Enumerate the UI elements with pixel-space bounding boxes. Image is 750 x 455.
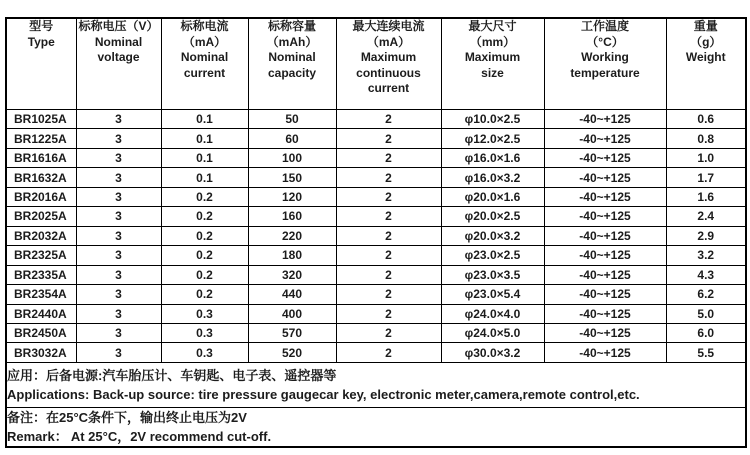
col-header-working-temperature: [544, 18, 666, 110]
cell-type: BR3032A: [6, 343, 76, 363]
cell-nominal-current: 0.3: [161, 323, 248, 342]
header-zh: 重量: [693, 19, 718, 33]
cell-weight: 4.3: [666, 265, 746, 284]
header-zh: 最大尺寸: [468, 19, 517, 33]
cell-working-temperature: -40~+125: [544, 187, 666, 206]
cell-nominal-voltage: 3: [76, 187, 161, 206]
cell-type: BR1616A: [6, 148, 76, 167]
remark-note-zh: 备注：在25°C条件下，输出终止电压为2V: [7, 410, 247, 425]
header-en: temperature: [570, 65, 640, 80]
cell-weight: 2.4: [666, 207, 746, 226]
header-unit: （°C）: [586, 34, 624, 49]
cell-nominal-current: 0.1: [161, 110, 248, 129]
cell-max-size: φ30.0×3.2: [441, 343, 544, 363]
header-en: Weight: [685, 50, 726, 64]
cell-weight: 5.0: [666, 304, 746, 323]
application-note-row: [6, 363, 746, 408]
table-row: [6, 285, 746, 304]
cell-nominal-voltage: 3: [76, 168, 161, 187]
cell-max-size: φ23.0×5.4: [441, 285, 544, 304]
cell-max-continuous-current: 2: [336, 304, 441, 323]
cell-type: BR2354A: [6, 285, 76, 304]
cell-max-continuous-current: 2: [336, 285, 441, 304]
cell-nominal-voltage: 3: [76, 265, 161, 284]
cell-weight: 1.6: [666, 187, 746, 206]
table-row: [6, 207, 746, 226]
cell-nominal-voltage: 3: [76, 285, 161, 304]
cell-nominal-capacity: 60: [248, 129, 336, 148]
cell-nominal-capacity: 570: [248, 323, 336, 342]
cell-nominal-capacity: 100: [248, 148, 336, 167]
cell-nominal-capacity: 440: [248, 285, 336, 304]
cell-working-temperature: -40~+125: [544, 323, 666, 342]
header-unit: （mA）: [182, 34, 227, 49]
cell-max-continuous-current: 2: [336, 265, 441, 284]
col-header-type: [6, 18, 76, 110]
cell-nominal-capacity: 160: [248, 207, 336, 226]
cell-type: BR1025A: [6, 110, 76, 129]
header-en: Nominal: [268, 50, 316, 64]
header-zh: 标称电压（V）: [78, 19, 159, 33]
cell-nominal-capacity: 400: [248, 304, 336, 323]
cell-nominal-voltage: 3: [76, 226, 161, 245]
header-en: Nominal: [94, 34, 143, 49]
cell-max-continuous-current: 2: [336, 343, 441, 363]
header-en: capacity: [267, 65, 317, 80]
cell-nominal-capacity: 150: [248, 168, 336, 187]
cell-weight: 1.7: [666, 168, 746, 187]
header-unit: （mA）: [366, 34, 411, 49]
cell-nominal-current: 0.3: [161, 304, 248, 323]
remark-note-row: [6, 408, 746, 448]
cell-nominal-voltage: 3: [76, 129, 161, 148]
cell-weight: 1.0: [666, 148, 746, 167]
cell-nominal-voltage: 3: [76, 110, 161, 129]
col-header-nominal-voltage: [76, 18, 161, 110]
cell-weight: 0.6: [666, 110, 746, 129]
cell-type: BR1632A: [6, 168, 76, 187]
cell-weight: 0.8: [666, 129, 746, 148]
header-en: current: [367, 81, 410, 95]
cell-nominal-current: 0.2: [161, 187, 248, 206]
cell-nominal-capacity: 520: [248, 343, 336, 363]
table-row: [6, 343, 746, 363]
header-zh: 最大连续电流: [352, 19, 425, 33]
cell-nominal-capacity: 120: [248, 187, 336, 206]
header-en: size: [481, 65, 504, 80]
table-row: [6, 148, 746, 167]
header-zh: 标称容量: [267, 19, 316, 33]
cell-type: BR2032A: [6, 226, 76, 245]
battery-spec-table: [5, 17, 747, 448]
cell-weight: 6.2: [666, 285, 746, 304]
cell-max-size: φ24.0×5.0: [441, 323, 544, 342]
col-header-nominal-current: [161, 18, 248, 110]
cell-max-continuous-current: 2: [336, 226, 441, 245]
cell-nominal-voltage: 3: [76, 323, 161, 342]
cell-nominal-voltage: 3: [76, 207, 161, 226]
cell-max-size: φ16.0×1.6: [441, 148, 544, 167]
cell-type: BR2325A: [6, 246, 76, 265]
header-zh: 工作温度: [580, 19, 629, 33]
cell-nominal-capacity: 180: [248, 246, 336, 265]
application-note-en: Applications: Back-up source: tire pressure gaugecar key, electronic meter,camera,remote control,etc.: [7, 387, 640, 402]
cell-working-temperature: -40~+125: [544, 265, 666, 284]
cell-max-continuous-current: 2: [336, 110, 441, 129]
cell-working-temperature: -40~+125: [544, 246, 666, 265]
cell-weight: 3.2: [666, 246, 746, 265]
cell-max-continuous-current: 2: [336, 323, 441, 342]
cell-nominal-voltage: 3: [76, 304, 161, 323]
cell-nominal-current: 0.2: [161, 207, 248, 226]
cell-working-temperature: -40~+125: [544, 168, 666, 187]
col-header-nominal-capacity: [248, 18, 336, 110]
cell-working-temperature: -40~+125: [544, 148, 666, 167]
cell-max-size: φ23.0×3.5: [441, 265, 544, 284]
cell-nominal-current: 0.2: [161, 246, 248, 265]
cell-max-continuous-current: 2: [336, 148, 441, 167]
cell-max-size: φ20.0×3.2: [441, 226, 544, 245]
cell-nominal-capacity: 320: [248, 265, 336, 284]
cell-max-continuous-current: 2: [336, 246, 441, 265]
header-en: current: [183, 65, 226, 80]
cell-max-continuous-current: 2: [336, 187, 441, 206]
cell-nominal-current: 0.1: [161, 129, 248, 148]
table-row: [6, 226, 746, 245]
header-en: Maximum: [464, 50, 521, 64]
cell-max-size: φ24.0×4.0: [441, 304, 544, 323]
col-header-weight: [666, 18, 746, 110]
table-row: [6, 246, 746, 265]
cell-type: BR2440A: [6, 304, 76, 323]
cell-nominal-capacity: 50: [248, 110, 336, 129]
cell-max-size: φ12.0×2.5: [441, 129, 544, 148]
header-zh: 标称电流: [180, 19, 229, 33]
cell-weight: 6.0: [666, 323, 746, 342]
header-unit: （mm）: [469, 34, 516, 49]
cell-working-temperature: -40~+125: [544, 110, 666, 129]
cell-type: BR2450A: [6, 323, 76, 342]
cell-nominal-current: 0.3: [161, 343, 248, 363]
table-row: [6, 168, 746, 187]
table-body: [6, 110, 746, 363]
cell-working-temperature: -40~+125: [544, 343, 666, 363]
cell-working-temperature: -40~+125: [544, 226, 666, 245]
cell-weight: 5.5: [666, 343, 746, 363]
cell-working-temperature: -40~+125: [544, 207, 666, 226]
cell-max-size: φ20.0×1.6: [441, 187, 544, 206]
cell-max-continuous-current: 2: [336, 129, 441, 148]
cell-working-temperature: -40~+125: [544, 285, 666, 304]
header-unit: （mAh）: [266, 34, 318, 49]
remark-note-cell: [6, 408, 746, 448]
cell-nominal-current: 0.2: [161, 226, 248, 245]
table-row: [6, 304, 746, 323]
header-en: continuous: [356, 65, 421, 80]
cell-nominal-capacity: 220: [248, 226, 336, 245]
header-en: Type: [27, 34, 55, 49]
cell-max-size: φ20.0×2.5: [441, 207, 544, 226]
table-row: [6, 129, 746, 148]
cell-nominal-current: 0.2: [161, 265, 248, 284]
cell-type: BR2335A: [6, 265, 76, 284]
header-row: [6, 18, 746, 110]
application-note-zh: 应用：后备电源:汽车胎压计、车钥匙、电子表、遥控器等: [7, 368, 337, 383]
cell-max-continuous-current: 2: [336, 168, 441, 187]
header-en: voltage: [97, 50, 140, 64]
application-note-cell: [6, 363, 746, 408]
cell-max-size: φ16.0×3.2: [441, 168, 544, 187]
remark-note-en: Remark： At 25°C，2V recommend cut-off.: [7, 429, 272, 444]
cell-nominal-voltage: 3: [76, 148, 161, 167]
cell-max-continuous-current: 2: [336, 207, 441, 226]
header-unit: （g）: [690, 34, 722, 49]
cell-max-size: φ10.0×2.5: [441, 110, 544, 129]
cell-nominal-current: 0.1: [161, 168, 248, 187]
cell-type: BR1225A: [6, 129, 76, 148]
table-row: [6, 110, 746, 129]
table-row: [6, 187, 746, 206]
header-en: Maximum: [360, 50, 417, 64]
header-zh: 型号: [29, 19, 54, 33]
col-header-max-size: [441, 18, 544, 110]
cell-nominal-current: 0.1: [161, 148, 248, 167]
cell-type: BR2025A: [6, 207, 76, 226]
header-en: Working: [581, 50, 629, 64]
header-en: Nominal: [180, 50, 229, 64]
cell-max-size: φ23.0×2.5: [441, 246, 544, 265]
table-row: [6, 323, 746, 342]
cell-nominal-current: 0.2: [161, 285, 248, 304]
cell-type: BR2016A: [6, 187, 76, 206]
col-header-max-continuous-current: [336, 18, 441, 110]
table-row: [6, 265, 746, 284]
cell-weight: 2.9: [666, 226, 746, 245]
cell-nominal-voltage: 3: [76, 343, 161, 363]
cell-nominal-voltage: 3: [76, 246, 161, 265]
cell-working-temperature: -40~+125: [544, 304, 666, 323]
cell-working-temperature: -40~+125: [544, 129, 666, 148]
